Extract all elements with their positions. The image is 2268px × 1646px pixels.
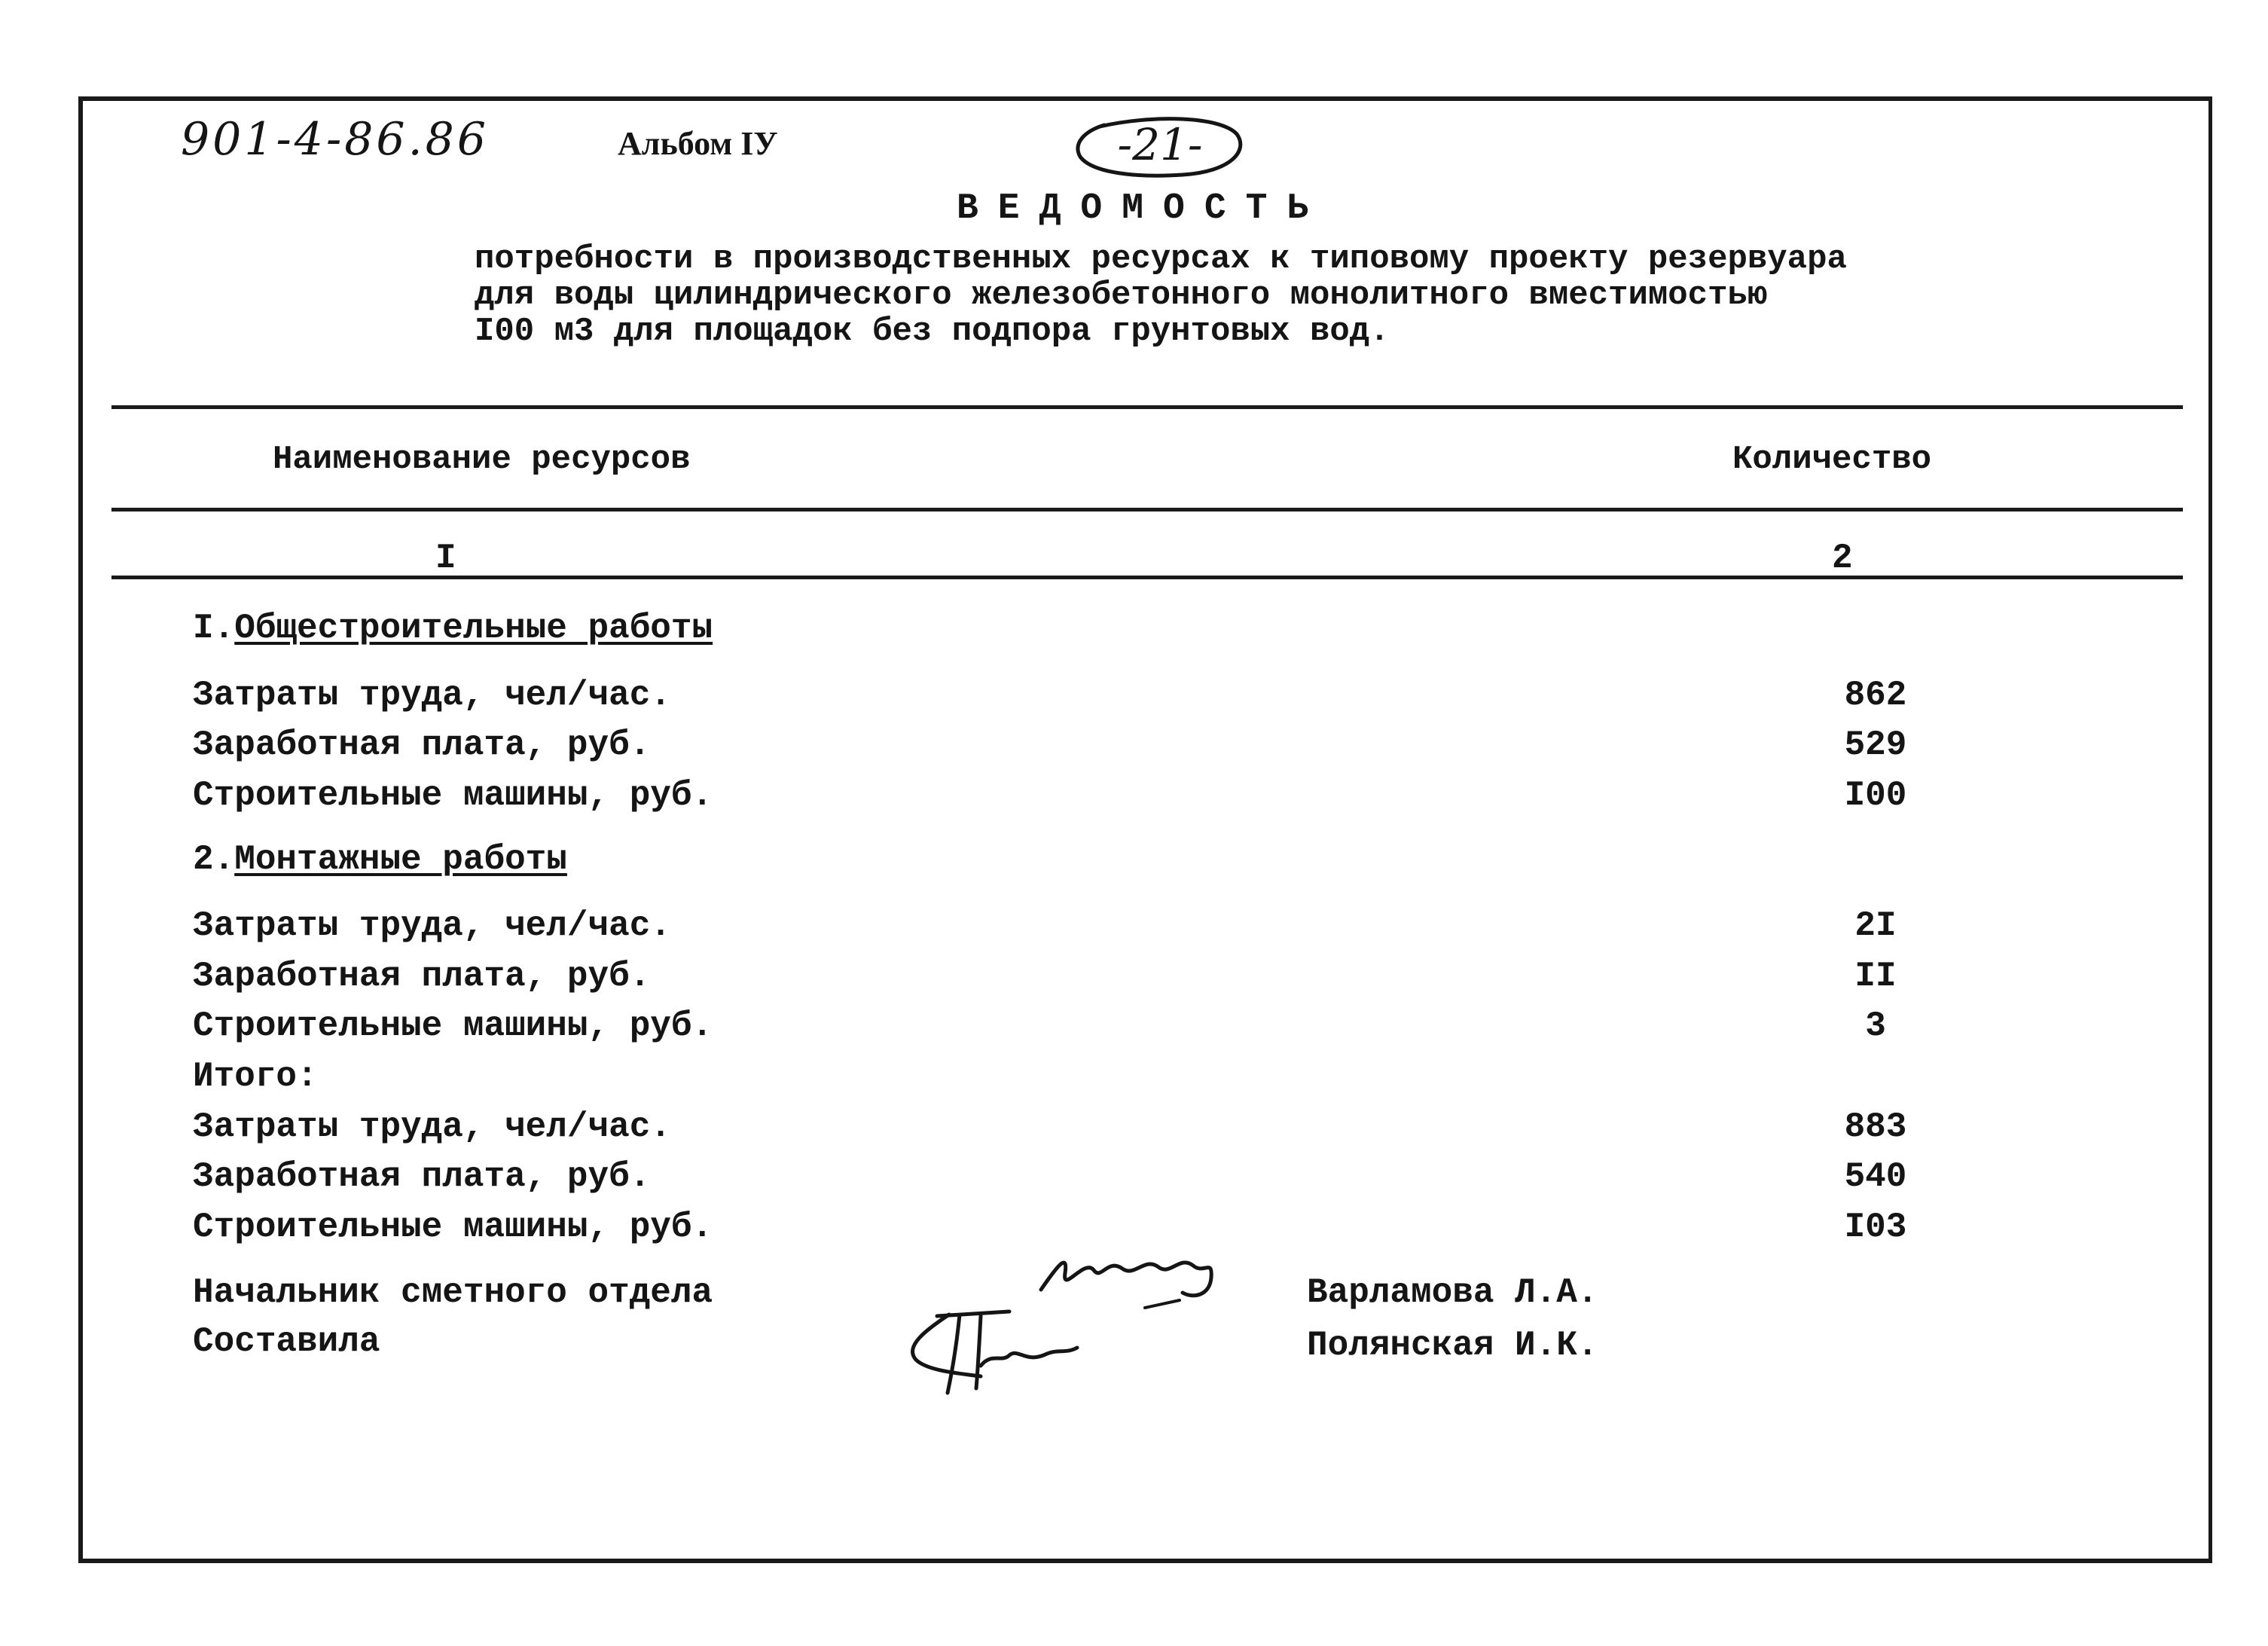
total-title: Итого:: [193, 1057, 318, 1096]
subtitle-line: I00 м3 для площадок без подпора грунтовых вод.: [475, 313, 1390, 350]
section-number: I.: [193, 609, 235, 648]
section-title-general: [193, 609, 713, 648]
signature-compiler: [896, 1299, 1092, 1397]
row-label: Строительные машины, руб.: [193, 1208, 713, 1247]
subtitle-line: для воды цилиндрического железобетонного монолитного вместимостью: [475, 276, 1768, 314]
signatory-role: Начальник сметного отдела: [193, 1273, 713, 1312]
row-label: Заработная плата, руб.: [193, 1157, 651, 1196]
document-code: 901-4-86.86: [181, 113, 490, 166]
row-value: 883: [1844, 1107, 1907, 1147]
section-name: Общестроительные работы: [234, 609, 713, 648]
table-top-rule: [111, 405, 2183, 409]
row-label: Затраты труда, чел/час.: [193, 676, 671, 715]
document-title: ВЕДОМОСТЬ: [957, 188, 1329, 229]
column-number-1: I: [435, 539, 456, 578]
column-header-name: Наименование ресурсов: [273, 441, 691, 478]
table-numbers-rule: [111, 576, 2183, 579]
album-label: Альбом IУ: [618, 125, 778, 162]
row-value: I00: [1844, 776, 1907, 815]
row-label: Затраты труда, чел/час.: [193, 1107, 671, 1147]
row-label: Заработная плата, руб.: [193, 725, 651, 765]
section-title-installation: [193, 840, 567, 879]
signatory-name: Полянская И.К.: [1307, 1326, 1598, 1365]
signatory-name: Варламова Л.А.: [1307, 1273, 1598, 1312]
signatory-role: Составила: [193, 1322, 380, 1361]
row-value: II: [1854, 957, 1897, 996]
column-number-2: 2: [1832, 539, 1853, 578]
row-label: Строительные машины, руб.: [193, 1006, 713, 1046]
table-header-rule: [111, 508, 2183, 512]
row-value: 540: [1844, 1157, 1907, 1196]
section-name: Монтажные работы: [234, 840, 567, 879]
document-subtitle: [475, 241, 1943, 350]
row-value: 529: [1844, 725, 1907, 765]
subtitle-line: потребности в производственных ресурсах к типовому проекту резервуара: [475, 240, 1847, 278]
row-value: I03: [1844, 1208, 1907, 1247]
page-number: -21-: [1117, 119, 1203, 170]
row-value: 2I: [1854, 906, 1897, 945]
row-value: 3: [1865, 1006, 1886, 1046]
page-number-stamp: [1070, 113, 1250, 181]
row-label: Затраты труда, чел/час.: [193, 906, 671, 945]
row-label: Строительные машины, руб.: [193, 776, 713, 815]
row-value: 862: [1844, 676, 1907, 715]
row-label: Заработная плата, руб.: [193, 957, 651, 996]
section-number: 2.: [193, 840, 235, 879]
column-header-quantity: Количество: [1732, 441, 1932, 478]
